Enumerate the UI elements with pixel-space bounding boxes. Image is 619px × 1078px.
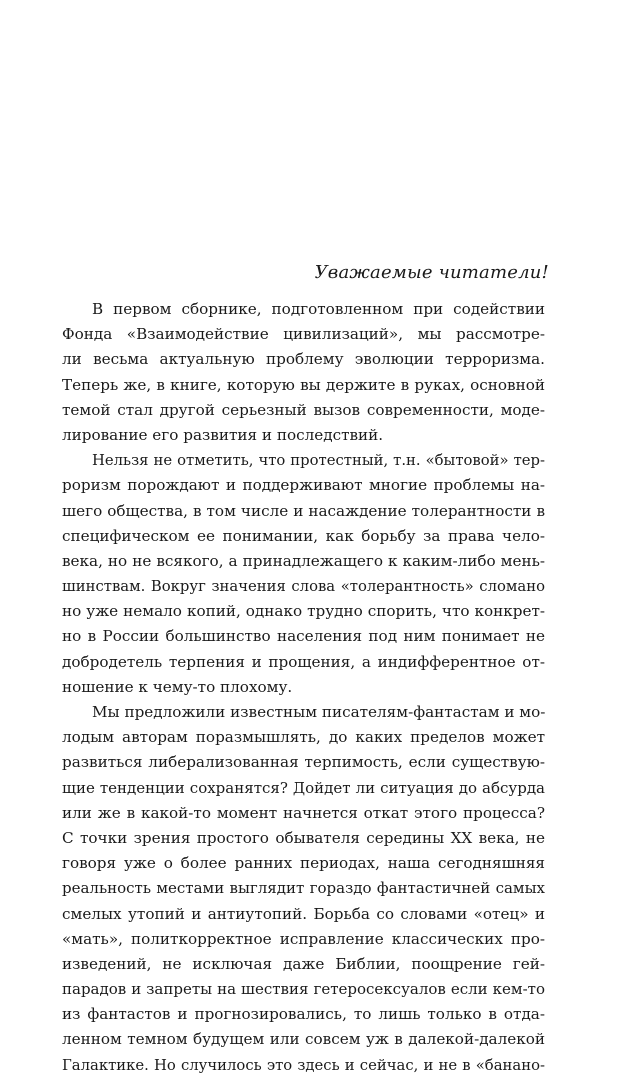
text-line: Мы предложили известным писателям-фантастам и мо- xyxy=(92,703,546,721)
text-line: парадов и запреты на шествия гетеросексуалов если кем-то xyxy=(62,980,545,999)
text-line: Галактике. Но случилось это здесь и сейчас, и не в «банано- xyxy=(62,1056,545,1074)
text-line: Теперь же, в книге, которую вы держите в руках, основной xyxy=(62,375,545,394)
body-text xyxy=(62,297,545,1078)
text-line: века, но не всякого, а принадлежащего к каким-либо мень- xyxy=(62,551,545,570)
text-line: С точки зрения простого обывателя середины XX века, не xyxy=(62,828,545,847)
text-line: ленном темном будущем или совсем уж в далекой-далекой xyxy=(62,1030,545,1049)
text-line: щие тенденции сохранятся? Дойдет ли ситуация до абсурда xyxy=(62,778,545,797)
text-line: или же в какой-то момент начнется откат этого процесса? xyxy=(62,803,545,822)
text-line: Нельзя не отметить, что протестный, т.н. «бытовой» тер- xyxy=(92,452,545,470)
text-line: Фонда «Взаимодействие цивилизаций», мы рассмотре- xyxy=(62,325,545,344)
text-line: ли весьма актуальную проблему эволюции терроризма. xyxy=(62,350,545,369)
text-line: изведений, не исключая даже Библии, поощрение гей- xyxy=(62,954,545,973)
text-line: «мать», политкорректное исправление классических про- xyxy=(62,929,545,948)
text-line: роризм порождают и поддерживают многие проблемы на- xyxy=(62,476,545,495)
text-line: смелых утопий и антиутопий. Борьба со словами «отец» и xyxy=(62,904,545,923)
text-line: шего общества, в том числе и насаждение толерантности в xyxy=(62,501,545,520)
text-line: В первом сборнике, подготовленном при содействии xyxy=(92,300,545,318)
text-line: шинствам. Вокруг значения слова «толерантность» сломано xyxy=(62,578,545,596)
text-line: лодым авторам поразмышлять, до каких пределов может xyxy=(62,728,545,747)
text-line: развиться либерализованная терпимость, если существую- xyxy=(62,753,545,772)
text-line: реальность местами выглядит гораздо фантастичней самых xyxy=(62,879,545,898)
text-line: но в России большинство населения под ним понимает не xyxy=(62,627,545,646)
text-line: говоря уже о более ранних периодах, наша сегодняшняя xyxy=(62,854,545,873)
page-heading: Уважаемые читатели! xyxy=(314,262,549,283)
text-line: ношение к чему-то плохому. xyxy=(62,677,293,696)
text-line: но уже немало копий, однако трудно спорить, что конкрет- xyxy=(62,602,545,621)
text-line: из фантастов и прогнозировались, то лишь только в отда- xyxy=(62,1005,545,1024)
text-line: добродетель терпения и прощения, а индифферентное от- xyxy=(62,652,545,671)
text-line: лирование его развития и последствий. xyxy=(62,425,384,444)
text-line: темой стал другой серьезный вызов современности, моде- xyxy=(62,400,545,419)
text-line: специфическом ее понимании, как борьбу за права чело- xyxy=(62,526,545,545)
